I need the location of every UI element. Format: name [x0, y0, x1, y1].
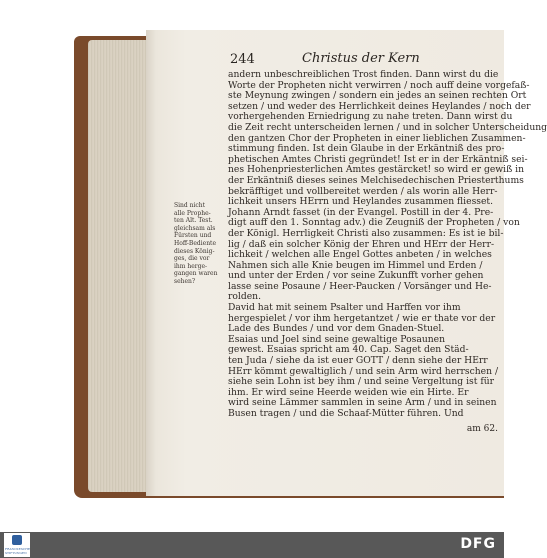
text-line: der Erkäntniß dieses seines Melchisedechischen Priesterthums — [228, 174, 524, 186]
text-line: und unter der Erden / vor seine Zukunfft vorher gehen — [228, 270, 484, 282]
text-line: Nahmen sich alle Knie beugen im Himmel und Erden / — [228, 259, 483, 271]
text-line: ihm. Er wird seine Heerde weiden wie ein Hirte. Er — [228, 386, 469, 398]
margin-note-line: gleichsam als — [174, 224, 216, 232]
text-line: die Zeit recht unterscheiden lernen / und in solcher Unterscheidung — [228, 121, 547, 133]
text-line: lichkeit unsers HErrn und Heylandes zusammen fliesset. — [228, 196, 494, 208]
text-line: der Königl. Herrligkeit Christi also zusammen: Es ist ie bil- — [228, 227, 504, 239]
text-line: Lade des Bundes / und vor dem Gnaden-Stuel. — [228, 323, 445, 335]
margin-note-line: alle Prophe- — [174, 209, 211, 217]
footer-bar — [0, 532, 504, 558]
text-line: digt auff den 1. Sonntag adv.) die Zeugniß der Propheten / von — [228, 217, 520, 229]
text-line: stimmung finden. Ist dein Glaube in der Erkäntniß des pro- — [228, 143, 505, 155]
emblem-icon — [12, 535, 22, 545]
text-line: HErr kömmt gewaltiglich / und sein Arm wird herrschen / — [228, 365, 499, 377]
page-header — [230, 52, 504, 70]
margin-note-line: Fürsten und — [174, 232, 212, 240]
text-line: lig / daß ein solcher König der Ehren und HErr der Herr- — [228, 238, 495, 250]
text-line: ste Meynung zwingen / sondern ein jedes an seinen rechten Ort — [228, 90, 527, 102]
text-line: Worte der Propheten nicht verwirren / noch auff deine vorgefaß- — [228, 79, 530, 91]
text-line: hergespielet / vor ihm hergetantzet / wie er thate vor der — [228, 312, 496, 324]
text-line: vorhergehenden Erniedrigung zu nahe treten. Dann wirst du — [228, 111, 513, 123]
text-line: lasse seine Posaune / Heer-Paucken / Vorsänger und He- — [228, 280, 492, 292]
margin-note-line: sehen? — [174, 277, 196, 285]
text-line: gewest. Esaias spricht am 40. Cap. Saget den Städ- — [228, 344, 469, 356]
logo-text-line1: FRANCKESCHE — [5, 547, 31, 551]
margin-note-line: dieses König- — [174, 247, 215, 255]
text-line: siehe sein Lohn ist bey ihm / und seine Vergeltung ist für — [228, 376, 495, 388]
margin-note-line: ihm herge- — [174, 262, 208, 270]
margin-note-line: gangen waren — [174, 270, 218, 278]
text-line: lichkeit / welchen alle Engel Gottes anbeten / in welches — [228, 249, 492, 261]
margin-note-line: ges, die vor — [174, 255, 210, 263]
page-number: 244 — [230, 52, 255, 67]
margin-note-line: ten Alt. Test. — [174, 217, 213, 225]
text-line: setzen / und weder des Herrlichkeit deines Heylandes / noch der — [228, 100, 531, 112]
text-line: phetischen Amtes Christi gegründet! Ist er in der Erkäntniß sei- — [228, 153, 528, 165]
catchword: am 62. — [466, 424, 498, 434]
text-line: nes Hohenpriesterlichen Amtes gestärcket! so wird er gewiß in — [228, 164, 525, 176]
text-line: Johann Arndt fasset (in der Evangel. Postill in der 4. Pre- — [228, 206, 494, 218]
text-line: rolden. — [228, 291, 262, 303]
running-title: Christus der Kern — [302, 51, 420, 66]
text-line: ten Juda / siehe da ist euer GOTT / denn siehe der HErr — [228, 355, 488, 367]
book-page — [146, 30, 547, 496]
page-edges — [88, 40, 148, 492]
margin-note-line: Sind nicht — [174, 202, 206, 209]
text-line: wird seine Lämmer sammlen in seine Arm / und in seinen — [228, 397, 497, 409]
margin-note — [174, 202, 230, 286]
text-line: Busen tragen / und die Schaaf-Mütter führen. Und — [228, 408, 464, 419]
text-line: bekräfftiget und vollbereitet werden / als worin alle Herr- — [228, 185, 498, 197]
text-line: andern unbeschreiblichen Trost finden. Dann wirst du die — [228, 69, 499, 80]
text-line: Esaias und Joel sind seine gewaltige Posaunen — [228, 333, 446, 345]
text-line: David hat mit seinem Psalter und Harffen vor ihm — [228, 302, 461, 314]
main-text-block — [228, 69, 547, 420]
text-line: den gantzen Chor der Propheten in einer lieblichen Zusammen- — [228, 132, 526, 144]
margin-note-line: Hoff-Bediente — [174, 239, 217, 247]
franckesche-stiftungen-logo[interactable] — [4, 533, 30, 557]
dfg-logo[interactable]: DFG — [460, 536, 496, 552]
logo-text-line2: STIFTUNGEN — [5, 551, 27, 555]
